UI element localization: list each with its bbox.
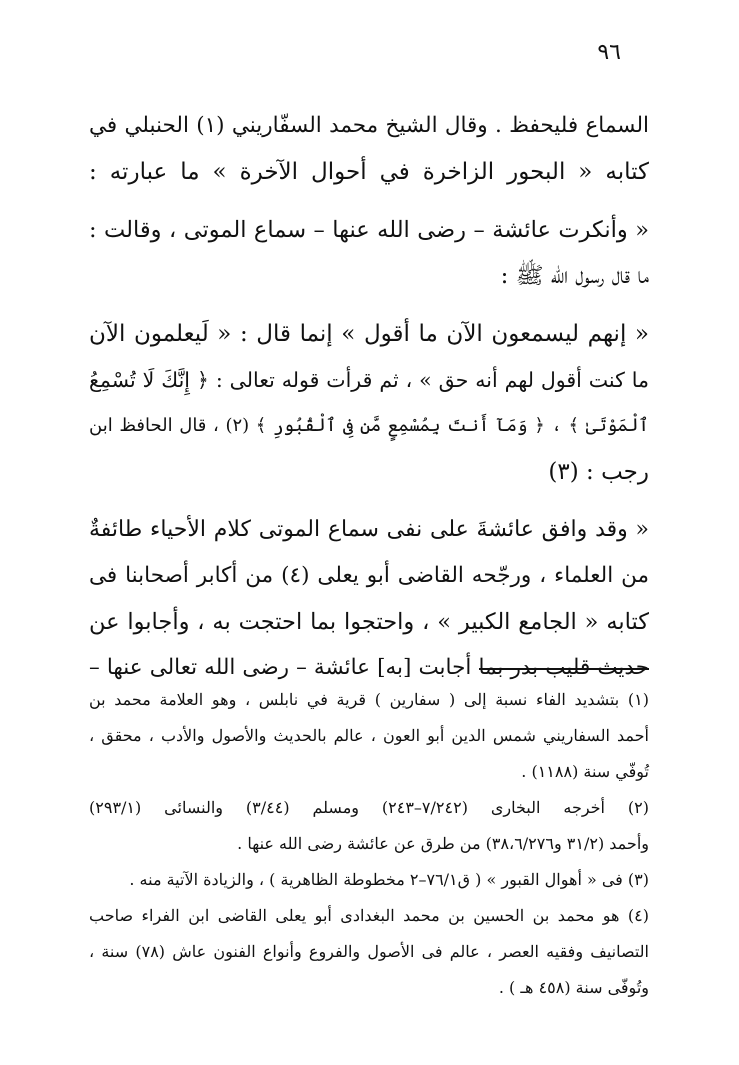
footnote-line: أحمد السفاريني شمس الدين أبو العون ، عالم بالحديث والأصول والأدب ، محقق ، xyxy=(89,726,649,745)
text-line: حديث قليب بدر بما أجابت [به] عائشة – رضى الله تعالى عنها – xyxy=(89,655,649,680)
text-line: ما كنت أقول لهم أنه حق » ، ثم قرأت قوله تعالى : ﴿ إِنَّكَ لَا تُسْمِعُ xyxy=(89,368,649,392)
footnote-line: التصانيف وفقيه العصر ، عالم فى الأصول والفروع وأنواع الفنون عاش (٧٨) سنة ، xyxy=(89,942,649,961)
footnote-line: (٢) أخرجه البخارى (٧/٢٤٢–٢٤٣) ومسلم (٣/٤٤) والنسائى (٢٩٣/١) xyxy=(89,798,649,817)
text-line: رجب : (٣) xyxy=(548,459,649,485)
text-line: ٱلْمَوْتَىٰ ﴾ ، ﴿ وَمَآ أَنتَ بِمُسْمِعٍ مَّن فِى ٱلْقُبُورِ ﴾ (٢) ، قال الحافظ ابن xyxy=(89,415,649,436)
text-line: السماع فليحفظ . وقال الشيخ محمد السفّاريني (١) الحنبلي في xyxy=(89,113,649,138)
main-text-block xyxy=(89,103,649,691)
footnote-line: وأحمد (٣١/٢ و٣٨،٦/٢٧٦) من طرق عن عائشة رضى الله عنها . xyxy=(237,834,649,853)
footnote-line: تُوفّي سنة (١١٨٨) . xyxy=(521,762,649,781)
page-number: ٩٦ xyxy=(597,40,621,65)
text-line: كتابه « الجامع الكبير » ، واحتجوا بما احتجت به ، وأجابوا عن xyxy=(89,609,649,635)
footnotes-block xyxy=(89,682,649,1006)
footnote-line: (٤) هو محمد بن الحسين بن محمد البغدادى أبو يعلى القاضى ابن الفراء صاحب xyxy=(89,906,649,925)
footnote-divider xyxy=(479,668,649,670)
text-line: « وأنكرت عائشة – رضى الله عنها – سماع الموتى ، وقالت : xyxy=(89,217,649,243)
text-line: ما قال رسول الله ﷺ : xyxy=(500,263,649,289)
text-line: كتابه « البحور الزاخرة في أحوال الآخرة » ما عبارته : xyxy=(89,159,649,185)
text-line: « وقد وافق عائشةَ على نفى سماع الموتى كلام الأحياء طائفةٌ xyxy=(89,517,649,542)
text-line: من العلماء ، ورجّحه القاضى أبو يعلى (٤) من أكابر أصحابنا فى xyxy=(89,563,650,588)
footnote-line: وتُوفّى سنة (٤٥٨ هـ ) . xyxy=(498,978,649,997)
footnote-line: (٣) فى « أهوال القبور » ( ق٧٦/١–٢ مخطوطة الظاهرية ) ، والزيادة الآتية منه . xyxy=(129,870,649,889)
text-line: « إنهم ليسمعون الآن ما أقول » إنما قال : « لَيعلمون الآن xyxy=(89,321,649,347)
footnote-line: (١) بتشديد الفاء نسبة إلى ( سفارين ) قرية في نابلس ، وهو العلامة محمد بن xyxy=(89,690,649,709)
